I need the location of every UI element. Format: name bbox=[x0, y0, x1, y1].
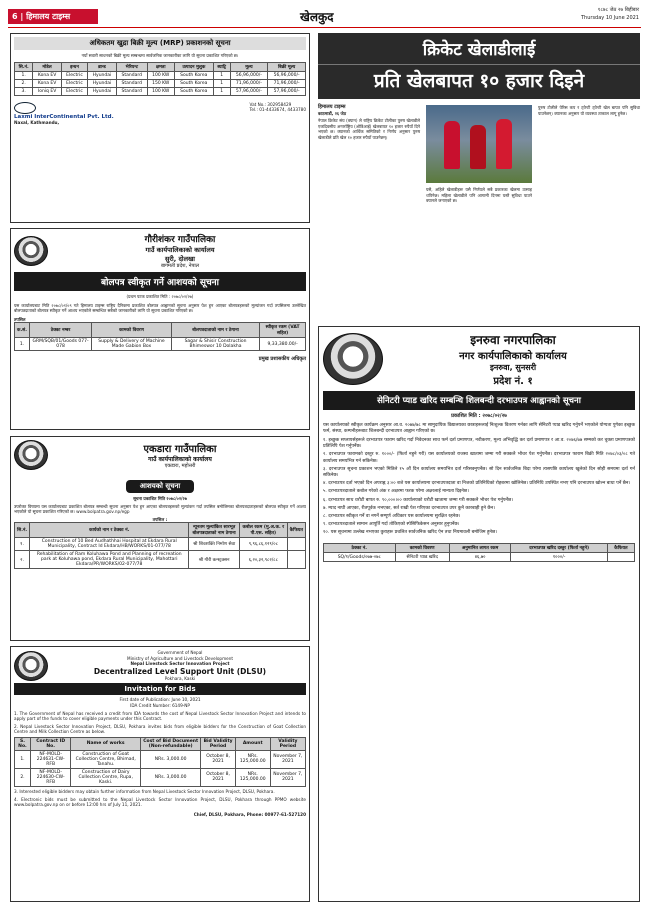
gaurishankar-province: बागमती प्रदेश, नेपाल bbox=[160, 263, 200, 269]
table-row bbox=[15, 87, 306, 95]
table-header-cell: Contract ID No. bbox=[30, 737, 70, 750]
table-header-cell: कामको विवरण bbox=[395, 543, 449, 552]
table-cell: Kona EV bbox=[33, 79, 61, 87]
table-cell: 1. bbox=[15, 71, 33, 79]
dlsu-table bbox=[14, 737, 306, 787]
dlsu-p1: 1. The Government of Nepal has received a credit from IDA towards the cost of Nepal Livestock Sector Innovation Project and intends to apply part of the funds to cover eligible payments under this Contract. bbox=[14, 710, 306, 722]
table-cell: 1 bbox=[213, 79, 230, 87]
inaruwa-province: प्रदेश नं. १ bbox=[493, 376, 533, 387]
tel-no: Tel.: 01-4433674, 4433780 bbox=[249, 107, 306, 113]
table-header-cell: Validity Period bbox=[270, 737, 305, 750]
table-cell: श्री गौरी कन्स्ट्रक्सन bbox=[189, 551, 240, 569]
table-header-cell: भेरियन्ट bbox=[116, 62, 147, 71]
table-cell: Kona EV bbox=[33, 71, 61, 79]
table-header-cell: ठेक्का नं. bbox=[324, 543, 396, 552]
table-cell: Standard bbox=[116, 71, 147, 79]
table-header-cell: बिक्री मूल्य bbox=[268, 62, 306, 71]
cricket-byline: हिमालय टाइम्स bbox=[318, 104, 346, 110]
date-english: Thursday 10 June 2021 bbox=[581, 15, 639, 21]
table-cell: 71,96,000/- bbox=[230, 79, 268, 87]
inaruwa-name: इनरुवा नगरपालिका bbox=[470, 333, 556, 347]
gaurishankar-pub-date: (प्रथम पटक प्रकाशित मिति : २०७८/०२/२७) bbox=[126, 294, 194, 299]
dlsu-p2: 2. Nepal Livestock Sector Innovation Project, DLSU, Pokhara invites bids from eligible bidders for the Construction of Goat Collection Centre and Milk Collection Centre as below. bbox=[14, 723, 306, 735]
cricket-col-2: यसै, अहिले खेलाडीहरू यसै निर्णयले सबै प्रकारका खेलमा उत्साह थपिनेछ। महिला खेलाडीले पनि आगामी दिनमा यस्तै सुविधा पाउने क्यानले जनाएको छ। bbox=[426, 187, 532, 204]
notice-point: १. इच्छुक सप्लायर्सहरूले दरभाउपत्र फाराम खरिद गर्दा निवेदनका साथ फर्म दर्ता प्रमाणपत्र, नवीकरण, मूल्य अभिवृद्धि कर दर्ता प्रमाणपत्र र आ.व. २०७६/७७ सम्मको कर चुक्ता प्रमाणपत्रको प्रतिलिपि पेश गर्नुपर्नेछ। bbox=[323, 438, 635, 450]
nepal-emblem-icon bbox=[14, 651, 48, 681]
table-cell: NRs. 3,000.00 bbox=[140, 768, 200, 786]
mrp-title: अधिकतम खुद्रा बिक्री मूल्य (MRP) प्रकाशनको सूचना bbox=[14, 37, 306, 50]
gaurishankar-banner: बोलपत्र स्वीकृत गर्ने आशयको सूचना bbox=[14, 272, 306, 291]
dlsu-unit: Decentralized Level Support Unit (DLSU) bbox=[93, 666, 267, 676]
table-cell: २. bbox=[15, 551, 30, 569]
table-header-cell: उत्पादन मुलुक bbox=[174, 62, 213, 71]
notice-point: ८. दरभाउपत्र स्वीकृत गर्ने वा नगर्ने सम्पूर्ण अधिकार यस कार्यालयमा सुरक्षित रहनेछ। bbox=[323, 514, 461, 520]
gaurishankar-table bbox=[14, 322, 306, 351]
mrp-notice bbox=[10, 33, 310, 223]
table-cell: 56,96,000/- bbox=[268, 71, 306, 79]
vat-no: Vat No.: 302958429 bbox=[249, 101, 292, 107]
table-cell: 71,96,000/- bbox=[268, 79, 306, 87]
gaurishankar-place: सुरी, दोलखा bbox=[164, 255, 195, 263]
table-cell: 2. bbox=[15, 768, 31, 786]
table-cell: South Korea bbox=[174, 79, 213, 87]
table-cell: Electric bbox=[61, 87, 87, 95]
notice-point: ७. म्याद नाघी आएका, रीतपूर्वक नभएका, सर्त राखी पेश गरिएका दरभाउपत्र उपर कुनै कारबाही हुने छैन। bbox=[323, 505, 495, 511]
mrp-text: नयाँ सवारी साधनको बिक्री मूल्य सम्बन्धमा सार्वजनिक जानकारीका लागि यो सूचना प्रकाशित गरिएको छ। bbox=[81, 53, 239, 58]
dlsu-banner: Invitation for Bids bbox=[14, 683, 306, 695]
table-row bbox=[15, 71, 306, 79]
table-cell: Hyundai bbox=[88, 71, 117, 79]
table-cell: १०००/- bbox=[511, 552, 607, 561]
player-figure bbox=[470, 125, 486, 169]
table-cell: NF-MOLD-224631-CW-RFB bbox=[30, 750, 70, 768]
table-cell: Sagar & Shisir Construction Bhimeswor 10 Dolakha bbox=[171, 338, 259, 351]
notice-point: २. दरभाउपत्र फारामको दस्तुर रु. १०००/- (फिर्ता नहुने गरी) यस कार्यालयको राजस्व खातामा जम्मा गरी सक्कलै भौचर पेश गर्नुपर्नेछ। दरभाउपत्र फाराम बिक्री मिति २०७८/०३/०८ गते कार्यालय समयभित्र गर्न सकिनेछ। bbox=[323, 452, 635, 464]
table-header-cell: Cost of Bid Document (Non-refundable) bbox=[140, 737, 200, 750]
table-header-cell: कार्यको नाम र ठेक्का नं. bbox=[30, 523, 189, 538]
dlsu-gov: Government of Nepal bbox=[157, 650, 203, 655]
table-header-cell: कैफियत bbox=[287, 523, 305, 538]
page-number: 6 bbox=[12, 12, 18, 21]
ekdara-banner: आशयको सूचना bbox=[126, 480, 194, 493]
table-cell: ४६,७० bbox=[449, 552, 511, 561]
notice-point: ९. दरभाउपत्रदाताले सामान आपूर्ति गर्दा तोकिएको स्पेसिफिकेसन अनुसार हुनुपर्नेछ। bbox=[323, 522, 460, 528]
mrp-table bbox=[14, 62, 306, 96]
table-row bbox=[15, 750, 306, 768]
cricket-col-3: पुरुष टोलीले पेरिस कप र ट्वेन्टी ट्वेन्टी खेल बापत पनि सुविधा पाउनेछन्। क्यानका अनुसार यो व्यवस्था तत्काल लागू हुनेछ। bbox=[538, 105, 640, 116]
gaurishankar-body: यस कार्यालयबाट मिति २०७८/०१/०९ गते हिमालय टाइम्स राष्ट्रिय दैनिकमा प्रकाशित बोलपत्र आह्वानको सूचना अनुसार पेश हुन आएका बोलपत्रहरूको मूल्यांकन गर्दा तपसिलमा उल्लेखित बोलपत्रदाताको बोलपत्र स्वीकृत गर्ने आशय भएकोले सम्बन्धित सबैको जानकारीको लागि यो सूचना प्रकाशित गरिएको छ। bbox=[14, 302, 306, 314]
table-header-cell: बोलपत्रदाताको नाम र ठेगाना bbox=[171, 323, 259, 338]
inaruwa-intro: यस कार्यालयको स्वीकृत कार्यक्रम अनुसार आ.व. २०७७/७८ मा सामुदायिक विद्यालयका छात्राहरूलाई निःशुल्क वितरण गर्नका लागि सेनिटरी प्याड खरिद गर्नुपर्ने भएकोले योग्यता पुगेका इच्छुक फर्म, संस्था, कम्पनीहरूबाट शिलबन्दी दरभाउपत्र आह्वान गरिएको छ। bbox=[323, 422, 635, 434]
table-cell: Rehabilitation of Ram Koluhawa Pond and Planning of recreation park at Koluhawa pond, Ekdara Rural Municipality, Mahottari Ekdara/PR/WORKS/02-077/78 bbox=[30, 551, 189, 569]
table-header-cell: कामको विवरण bbox=[92, 323, 172, 338]
table-cell: October 8, 2021 bbox=[201, 768, 235, 786]
date-nepali: १८७८ जेठ २७ बिहीबार bbox=[597, 7, 639, 13]
notice-point: ६. दरभाउपत्र साथ धरौटी बापत रु. ९०,०००।०० कार्यालयको धरौटी खातामा जम्मा गरी सक्कलै भौचर पेश गर्नुपर्नेछ। bbox=[323, 497, 513, 503]
cricket-dateline: काठमाडौं, २६ जेठ bbox=[318, 110, 347, 116]
table-cell: South Korea bbox=[174, 71, 213, 79]
dlsu-ministry: Ministry of Agriculture and Livestock Development bbox=[126, 655, 234, 661]
dlsu-project: Nepal Livestock Sector Innovation Project bbox=[130, 661, 230, 667]
table-cell: South Korea bbox=[174, 87, 213, 95]
table-cell: NRs. 125,000.00 bbox=[235, 768, 270, 786]
inaruwa-table bbox=[323, 543, 635, 562]
ekdara-notice bbox=[10, 436, 310, 641]
masthead bbox=[8, 6, 641, 28]
table-cell: Construction of Dairy Collection Centre, Rupa, Kaski. bbox=[71, 768, 141, 786]
table-cell: 150 KW bbox=[147, 79, 174, 87]
table-cell: ६,२०,३२,९८२/८८ bbox=[239, 551, 287, 569]
inaruwa-points bbox=[323, 438, 635, 537]
table-cell: 1 bbox=[213, 87, 230, 95]
table-header-cell: क.सं. bbox=[15, 323, 30, 338]
table-cell: November 7, 2021 bbox=[270, 768, 305, 786]
table-row bbox=[15, 538, 306, 551]
ekdara-place: एकडारा, महोत्तरी bbox=[164, 463, 196, 469]
dlsu-first-pub: First date of Publication: June 10, 2021 bbox=[119, 697, 201, 703]
cricket-col-1: नेपाल क्रिकेट संघ (क्यान) ले राष्ट्रिय क्रिकेट टोलीका पुरुष खेलाडीले एकदिवसीय अन्तर्राष्ट्रिय (ओडिआई) खेलबापत १० हजार रुपैयाँ दिने भएको छ। क्यानको आर्थिक समितिको र निर्णय अनुसार पुरुष खेलाडीले प्रति खेल १० हजार रुपैयाँ पाउनेछन्। bbox=[318, 118, 420, 140]
table-header-cell: न्यूनतम मूल्यांकित सारभूत बोलपत्रदाताको नाम ठेगाना bbox=[189, 523, 240, 538]
table-cell: 9,33,380.00/- bbox=[260, 338, 306, 351]
table-cell: Standard bbox=[116, 87, 147, 95]
table-header-cell: कैफियत bbox=[607, 543, 634, 552]
table-header-cell: सि.नं. bbox=[15, 523, 30, 538]
table-header-cell: अनुमानित लागत रकम bbox=[449, 543, 511, 552]
ekdara-pub-date: सूचना प्रकाशित मिति २०७८/०२/२७ bbox=[133, 496, 187, 501]
dlsu-p3: 3. Interested eligible bidders may obtain further information from Nepal Livestock Sector Innovation Project, DLSU, Pokhara. bbox=[14, 788, 275, 794]
table-cell: ९,९६,८६,१२९/०८ bbox=[239, 538, 287, 551]
table-header-cell: S. No. bbox=[15, 737, 31, 750]
company-name: Laxmi InterContinental Pvt. Ltd. bbox=[14, 113, 114, 120]
table-cell: 1 bbox=[213, 71, 230, 79]
table-header-cell: दरभाउपत्र खरिद दस्तुर (फिर्ता नहुने) bbox=[511, 543, 607, 552]
gaurishankar-signature: प्रमुख प्रशासकीय अधिकृत bbox=[258, 356, 306, 363]
table-cell: 1. bbox=[15, 338, 30, 351]
table-cell: NF-MOLD-224630-CW-RFB bbox=[30, 768, 70, 786]
table-row bbox=[15, 79, 306, 87]
table-cell: श्री शिवशक्ति निर्माण सेवा bbox=[189, 538, 240, 551]
table-cell: Standard bbox=[116, 79, 147, 87]
table-cell bbox=[607, 552, 634, 561]
table-header-cell: कबोल रकम (मु.अ.क. र पी.एस. सहित) bbox=[239, 523, 287, 538]
table-cell: 100 KW bbox=[147, 87, 174, 95]
inaruwa-office: नगर कार्यपालिकाको कार्यालय bbox=[459, 351, 567, 362]
dlsu-signature: Chief, DLSU, Pokhara, Phone: 00977-61-527120 bbox=[193, 811, 306, 817]
dlsu-p4: 4. Electronic bids must be submitted to the Nepal Livestock Sector Innovation Project, DLSU, Pokhara through PPMO website www.bolpatra.gov.np on or before 12:00 hrs of July 11, 2021. bbox=[14, 796, 306, 808]
gaurishankar-tapsil: तपसिल bbox=[14, 316, 26, 322]
section-title: खेलकुद bbox=[300, 10, 334, 24]
cricket-headline-1: क्रिकेट खेलाडीलाई bbox=[318, 33, 640, 64]
player-figure bbox=[444, 121, 460, 169]
table-cell: Supply & Delivery of Machine Made Gabion Box bbox=[92, 338, 172, 351]
table-cell: GRM/SQB/01/Goods 077-078 bbox=[29, 338, 91, 351]
table-header-cell: सि.नं. bbox=[15, 62, 33, 71]
table-cell: सेनिटरी प्याड खरिद bbox=[395, 552, 449, 561]
table-header-cell: Name of works bbox=[71, 737, 141, 750]
notice-point: ४. दरभाउपत्र दर्ता भएको दिन अपराह्न ३:०० बजे यस कार्यालयमा दरभाउपत्रदाता वा निजको प्रतिनिधिको रोहबरमा खोलिनेछ। प्रतिनिधि उपस्थित नभए पनि दरभाउपत्र खोल्न बाधा पर्ने छैन। bbox=[323, 481, 631, 487]
table-cell: Construction of Goat Collection Centre, Bhimad, Tanahu. bbox=[71, 750, 141, 768]
table-header-cell: ठेक्का नम्बर bbox=[29, 323, 91, 338]
notice-point: ५. दरभाउपत्रदाताले कबोल गरेको अंक र अक्षरमा फरक परेमा अक्षरलाई मान्यता दिइनेछ। bbox=[323, 489, 469, 495]
table-cell: SQ/१/Goods/०७७-०७८ bbox=[324, 552, 396, 561]
gaurishankar-office: गाउँ कार्यपालिकाको कार्यालय bbox=[145, 246, 215, 254]
inaruwa-pub-date: प्रकाशित मिति : २०७८/०२/२७ bbox=[451, 413, 507, 419]
dlsu-place: Pokhara, Kaski bbox=[164, 675, 196, 681]
dlsu-notice bbox=[10, 646, 310, 902]
notice-point: ३. दरभाउपत्र सूचना प्रकाशन भएको मितिले १५ औं दिन कार्यालय समयभित्र दर्ता गरिसक्नुपर्नेछ। सो दिन सार्वजनिक बिदा परेमा त्यसपछि कार्यालय खुलेको दिन सोही समयमा दर्ता गर्न सकिनेछ। bbox=[323, 466, 635, 479]
cricket-photo bbox=[426, 105, 532, 183]
hyundai-logo bbox=[14, 102, 36, 114]
table-header-cell: मूल्य bbox=[230, 62, 268, 71]
cricket-headline-2: प्रति खेलबापत १० हजार दिइने bbox=[318, 64, 640, 99]
table-cell bbox=[287, 538, 305, 551]
table-cell: NRs. 3,000.00 bbox=[140, 750, 200, 768]
table-header-cell: Amount bbox=[235, 737, 270, 750]
table-header-cell: मोडेल bbox=[33, 62, 61, 71]
nepal-emblem-icon bbox=[14, 236, 48, 266]
table-cell: 2. bbox=[15, 79, 33, 87]
table-cell: NRs. 125,000.00 bbox=[235, 750, 270, 768]
table-cell: १. bbox=[15, 538, 30, 551]
table-header-cell: ब्याट्रि bbox=[213, 62, 230, 71]
table-header-cell: ब्रान्ड bbox=[88, 62, 117, 71]
company-address: Naxal, Kathmandu, bbox=[14, 119, 60, 125]
ekdara-office: गाउँ कार्यपालिकाको कार्यालय bbox=[148, 456, 212, 463]
inaruwa-place: इनरुवा, सुनसरी bbox=[489, 363, 537, 372]
table-cell: Electric bbox=[61, 71, 87, 79]
table-header-cell: इन्धन bbox=[61, 62, 87, 71]
masthead-logo: 6 | हिमालय टाइम्स bbox=[8, 9, 98, 24]
table-row bbox=[15, 551, 306, 569]
ekdara-tapsil: तपसिल : bbox=[152, 516, 168, 522]
table-cell: November 7, 2021 bbox=[270, 750, 305, 768]
cricket-article bbox=[318, 33, 640, 321]
table-header-cell: क्षमता bbox=[147, 62, 174, 71]
table-cell: 56,96,000/- bbox=[230, 71, 268, 79]
table-cell: 57,96,000/- bbox=[230, 87, 268, 95]
inaruwa-banner: सेनिटरी प्याड खरिद सम्बन्धि शिलबन्दी दरभाउपत्र आह्वानको सूचना bbox=[323, 391, 635, 410]
table-cell: Construction of 10 Bed Audhathhai Hospital at Ekdara Rural Municipality, Contract Id Ekdara/HB/WORKS/01-077/78 bbox=[30, 538, 189, 551]
table-cell: 3. bbox=[15, 87, 33, 95]
nepal-emblem-icon bbox=[323, 333, 383, 385]
table-cell: 100 KW bbox=[147, 71, 174, 79]
table-cell: Electric bbox=[61, 79, 87, 87]
table-cell: Hyundai bbox=[88, 87, 117, 95]
gaurishankar-name: गौरीशंकर गाउँपालिका bbox=[144, 235, 216, 245]
dlsu-ida: IDA Credit Number: 6149-NP bbox=[130, 702, 190, 708]
nepal-emblem-icon bbox=[14, 440, 48, 470]
ekdara-body: उपरोक्त विषयमा यस कार्यालयबाट प्रकाशित बोलपत्र सम्बन्धी सूचना अनुसार पेश हुन आएका बोलपत्रहरूको मूल्यांकन गर्दा तपसिल बमोजिमका बोलपत्रदाताहरूको बोलपत्र स्वीकृत गर्ने आशय भएकोले यो सूचना प्रकाशित गरिएको छ। www.bolpatra.gov.np/egp bbox=[14, 503, 306, 515]
player-figure bbox=[496, 119, 512, 169]
ekdara-name: एकडारा गाउँपालिका bbox=[143, 444, 217, 455]
table-cell: October 8, 2021 bbox=[201, 750, 235, 768]
table-cell: 1. bbox=[15, 750, 31, 768]
table-cell bbox=[287, 551, 305, 569]
notice-point: १०. यस सूचनामा उल्लेख नभएका कुराहरू प्रचलित सार्वजनिक खरिद ऐन तथा नियमावली बमोजिम हुनेछ। bbox=[323, 530, 497, 536]
inaruwa-notice bbox=[318, 326, 640, 902]
ekdara-table bbox=[14, 522, 306, 569]
table-cell: 57,96,000/- bbox=[268, 87, 306, 95]
table-header-cell: स्वीकृत रकम (VAT सहित) bbox=[260, 323, 306, 338]
table-cell: Ioniq EV bbox=[33, 87, 61, 95]
gaurishankar-notice bbox=[10, 228, 310, 430]
table-cell: Hyundai bbox=[88, 79, 117, 87]
table-row bbox=[15, 768, 306, 786]
table-header-cell: Bid Validity Period bbox=[201, 737, 235, 750]
